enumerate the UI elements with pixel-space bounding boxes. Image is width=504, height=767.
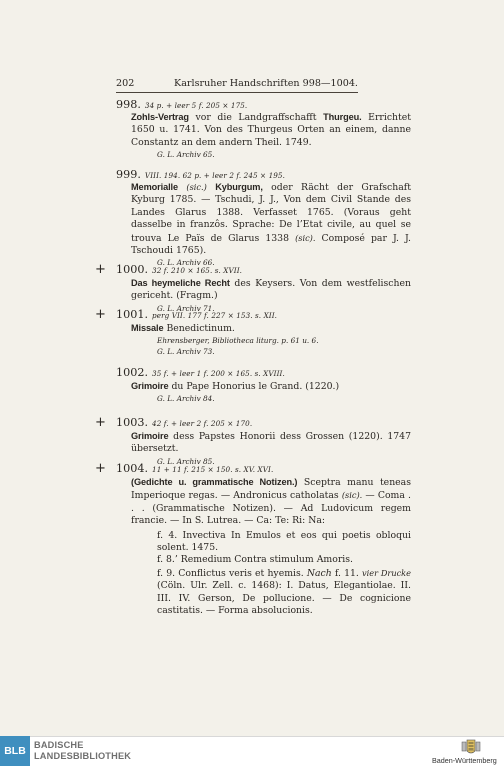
entry-body: (Gedichte u. grammatische Notizen.) Sceptra manu teneas Imperioque regas. — Andronicus catholatas (sic). — Coma . . . (Grammatische Notizen). — Ad Ludovicum regem francie. — In S. Lutrea. — Ca: Te: Ri: Na: f. 4. Invectiva In Emulos et eos qui poetis obloqui solent. 1475. f. 8.’ Remedium Contra stimulum Amoris. f. 9. Conflictus veris et hyemis. Nach f. 11. vier Drucke (Cöln. Ulr. Zell. c. 1468): I. Datus, Elegantiolae. II. III. IV. Gerson, De pollucione. — De cognicione castitatis. — Forma absolucionis. [131,477,411,617]
header-rule [116,92,358,93]
entry-number: 998. 34 p. + leer 5 f. 205 × 175. [116,98,248,111]
entry-reference: Ehrensberger, Bibliotheca liturg. p. 61 u. 6. [157,336,319,346]
entry-meta: 35 f. + leer 1 f. 200 × 165. s. XVIII. [152,369,285,378]
coat-of-arms-icon [460,738,482,756]
entry-source: G. L. Archiv 66. [157,258,215,268]
entry-source: G. L. Archiv 73. [157,347,215,357]
entry-number: 999. VIII. 194. 62 p. + leer 2 f. 245 × 195. [116,168,285,181]
entry-number: 1001. perg VII. 177 f. 227 × 153. s. XII. [116,308,278,321]
plus-marker: + [95,415,106,430]
entry-title-thurgeu: Thurgeu. [323,112,362,122]
entry-body: Memorialle (sic.) Kyburgum, oder Rächt der Grafschaft Kyburg 1785. — Tschudi, J. J., Von dem Civil Stande des Landes Glarus 1388. Verfasset 1765. (Voraus geht dasselbe in franzôs. Sprache: De l’Etat civile, au quel se trouva Le Païs de Glarus 1338 (sic). Composé par J. J. Tschoudi 1765). G. L. Archiv 66. [131,182,411,268]
entry-meta: 34 p. + leer 5 f. 205 × 175. [144,101,248,110]
entry-body: Grimoire du Pape Honorius le Grand. (1220.) G. L. Archiv 84. [131,380,411,404]
entry-folio-8: f. 8.’ Remedium Contra stimulum Amoris. [157,554,353,566]
entry-title: Grimoire [131,431,169,441]
blb-logo[interactable]: BLB [0,736,30,766]
entry-source: G. L. Archiv 85. [157,456,215,466]
entry-source: G. L. Archiv 71. [157,303,215,313]
page-header [116,78,358,89]
plus-marker: + [95,262,106,277]
entry-source: G. L. Archiv 84. [157,394,215,404]
entry-source: G. L. Archiv 65. [157,150,215,160]
entry-number: 1004. 11 + 11 f. 215 × 150. s. XV. XVI. [116,462,274,475]
entry-folio-9: f. 9. Conflictus veris et hyemis. Nach f. 11. vier Drucke (Cöln. Ulr. Zell. c. 1468): I. Datus, Elegantiolae. II. III. IV. Gerson, De pollucione. — De cognicione castitatis. — Forma absolucionis. [157,567,411,617]
entry-title: Memorialle [131,182,178,192]
entry-number: 1002. 35 f. + leer 1 f. 200 × 165. s. XVIII. [116,366,285,379]
state-name: Baden-Württemberg [432,756,497,765]
running-title: Karlsruher Handschriften 998—1004. [174,78,358,89]
entry-title: Missale [131,323,164,333]
entry-meta: 42 f. + leer 2 f. 205 × 170. [152,419,253,428]
entry-title: Das heymeliche Recht [131,278,230,288]
entry-body: Das heymeliche Recht des Keysers. Von dem westfelischen gericeht. (Fragm.) G. L. Archiv 71. [131,278,411,313]
entry-meta: 32 f. 210 × 165. s. XVII. [152,266,243,275]
library-name[interactable]: BADISCHE LANDESBIBLIOTHEK [34,740,132,761]
entry-body: Grimoire dess Papstes Honorii dess Grossen (1220). 1747 übersetzt. G. L. Archiv 85. [131,431,411,466]
entry-title: Zohls-Vertrag [131,112,189,122]
plus-marker: + [95,307,106,322]
entry-meta: VIII. 194. 62 p. + leer 2 f. 245 × 195. [144,171,285,180]
entry-title: Grimoire [131,381,169,391]
entry-number: 1000. 32 f. 210 × 165. s. XVII. [116,263,243,276]
entry-title: (Gedichte u. grammatische Notizen.) [131,477,298,487]
entry-meta: 11 + 11 f. 215 × 150. s. XV. XVI. [152,465,274,474]
plus-marker: + [95,461,106,476]
entry-body: Missale Benedictinum. Ehrensberger, Bibliotheca liturg. p. 61 u. 6. G. L. Archiv 73. [131,322,411,357]
entry-number: 1003. 42 f. + leer 2 f. 205 × 170. [116,416,253,429]
entry-body: Zohls-Vertrag vor die Landgraffschafft Thurgeu. Errichtet 1650 u. 1741. Von des Thurgeus Orten an einem, danne Constantz an dem andern Theil. 1749. G. L. Archiv 65. [131,112,411,160]
page-number: 202 [116,78,135,89]
entry-folio-4: f. 4. Invectiva In Emulos et eos qui poetis obloqui solent. 1475. [157,529,411,554]
entry-meta: perg VII. 177 f. 227 × 153. s. XII. [152,311,278,320]
